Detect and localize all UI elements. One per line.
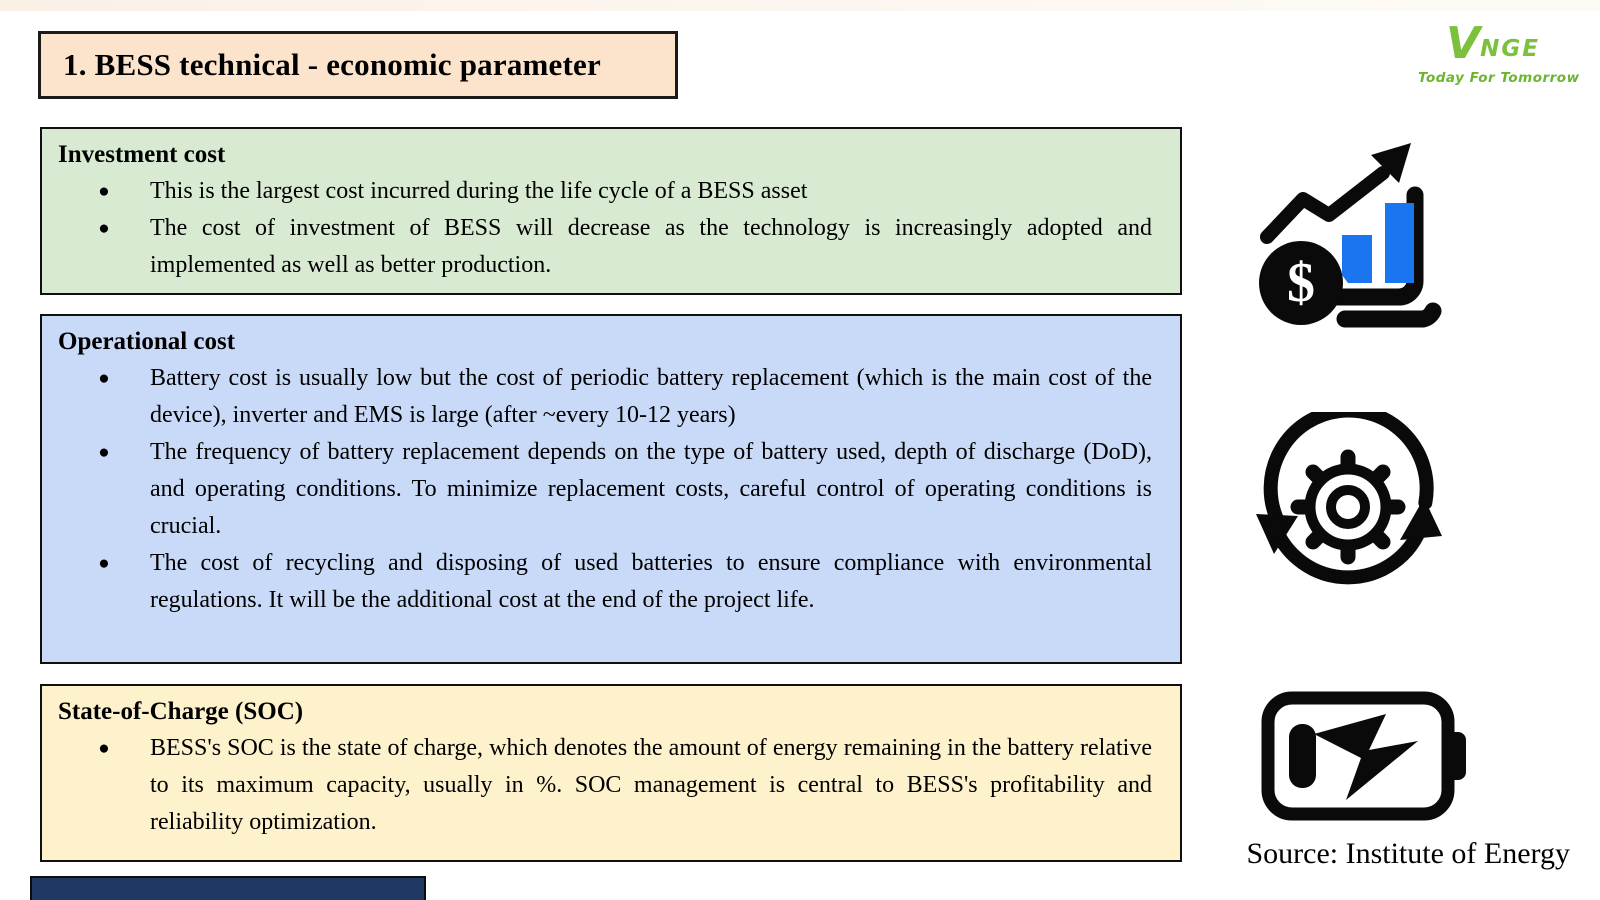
- bullet-text: The cost of investment of BESS will decrease as the technology is increasingly adopted and implemented as well as better production.: [150, 215, 1152, 278]
- bullet-icon: ●: [98, 218, 110, 239]
- box-heading: Operational cost: [58, 328, 236, 355]
- state-of-charge-box: [40, 684, 1182, 862]
- page-title-box: [38, 31, 678, 99]
- bullet-icon: ●: [98, 553, 110, 574]
- page-title: 1. BESS technical - economic parameter: [63, 47, 601, 82]
- finance-growth-chart-svg: [1245, 135, 1450, 333]
- list-item: [58, 360, 1164, 434]
- next-slide-peek-box: [30, 876, 426, 900]
- logo-nge-text: NGE: [1480, 36, 1540, 62]
- list-item: [58, 173, 1164, 210]
- logo-v-checkmark: V: [1446, 18, 1481, 69]
- operational-cost-box: [40, 314, 1182, 664]
- bullet-text: This is the largest cost incurred during the life cycle of a BESS asset: [150, 178, 808, 204]
- box-heading: State-of-Charge (SOC): [58, 698, 304, 725]
- battery-charging-icon: [1258, 688, 1470, 826]
- top-edge-artifact: [0, 0, 1600, 11]
- bullet-text: The frequency of battery replacement depends on the type of battery used, depth of discharge (DoD), and operating conditions. To minimize replacement costs, careful control of operating conditions is crucial.: [150, 439, 1152, 539]
- source-caption: Source: Institute of Energy: [1246, 837, 1570, 870]
- battery-charging-svg: [1258, 688, 1470, 826]
- bullet-icon: ●: [98, 738, 110, 759]
- finance-growth-chart-icon: [1245, 135, 1450, 333]
- bullet-icon: ●: [98, 181, 110, 202]
- company-logo: [1418, 18, 1580, 94]
- logo-tagline: Today For Tomorrow: [1418, 70, 1580, 86]
- bullet-icon: ●: [98, 368, 110, 389]
- investment-cost-box: [40, 127, 1182, 295]
- list-item: [58, 210, 1164, 284]
- bullet-text: Battery cost is usually low but the cost of periodic battery replacement (which is the main cost of the device), inverter and EMS is large (after ~every 10-12 years): [150, 365, 1152, 428]
- bullet-icon: ●: [98, 442, 110, 463]
- svg-text:$: $: [1287, 252, 1315, 314]
- list-item: [58, 730, 1164, 841]
- box-heading: Investment cost: [58, 141, 226, 168]
- bullet-text: The cost of recycling and disposing of used batteries to ensure compliance with environmental regulations. It will be the additional cost at the end of the project life.: [150, 550, 1152, 613]
- operations-cycle-gear-icon: [1248, 412, 1448, 604]
- list-item: [58, 545, 1164, 619]
- list-item: [58, 434, 1164, 545]
- operations-cycle-gear-svg: [1248, 412, 1448, 604]
- bullet-text: BESS's SOC is the state of charge, which denotes the amount of energy remaining in the battery relative to its maximum capacity, usually in %. SOC management is central to BESS's profitability and reliability optimization.: [150, 735, 1152, 835]
